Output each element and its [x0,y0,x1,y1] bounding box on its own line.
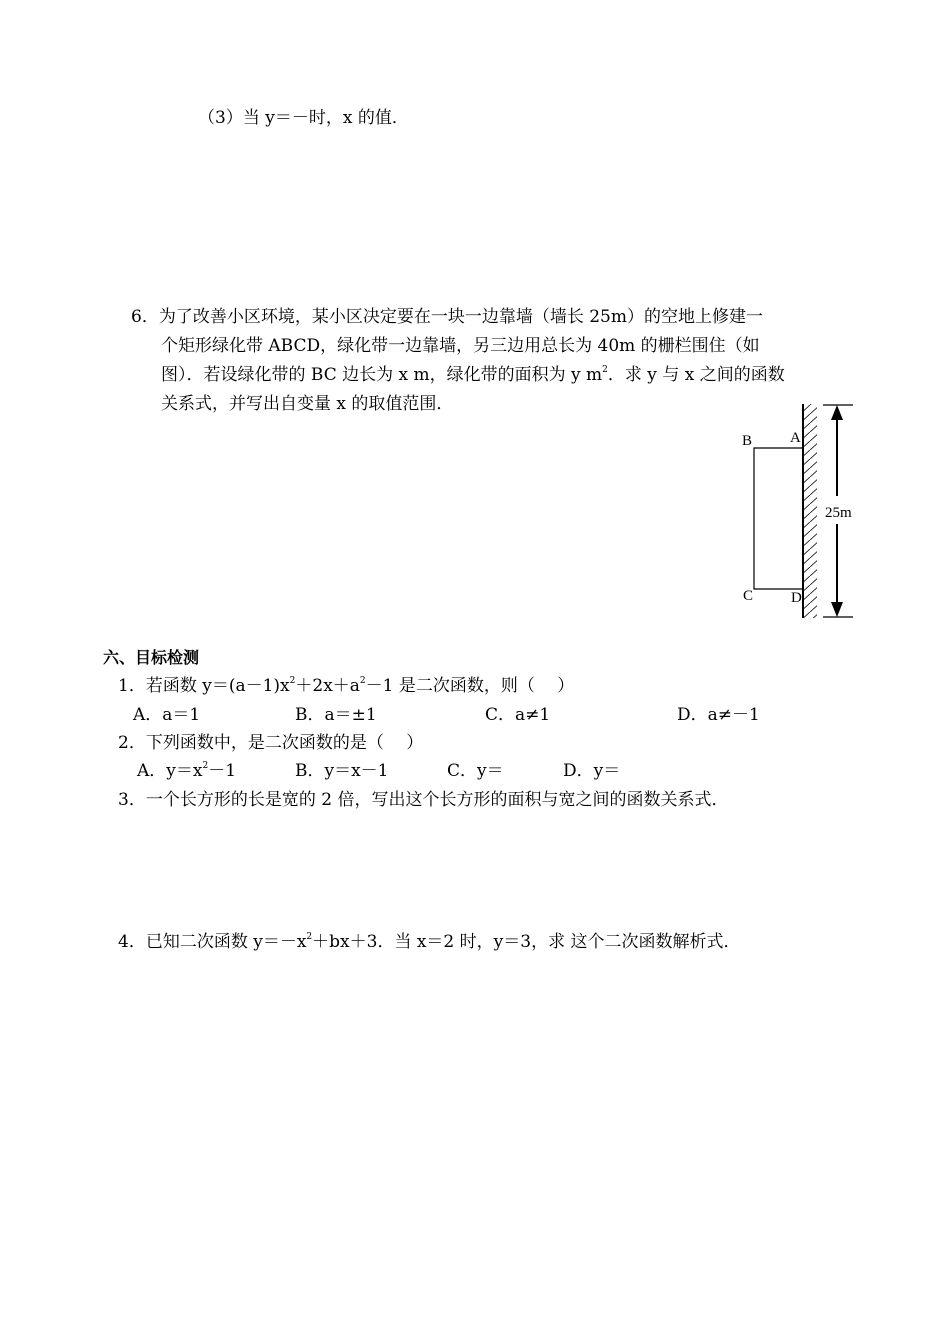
q6-line3-text-a: 图）．若设绿化带的 BC 边长为 x m，绿化带的面积为 y m [161,365,603,385]
sec6-q2-option-a-post: －1 [208,761,237,781]
sec6-q4-stem-a: 4．已知二次函数 y＝－x [118,932,307,952]
q6-line4: 关系式，并写出自变量 x 的取值范围． [161,394,454,414]
arrow-up-icon [831,405,843,420]
arrow-down-icon [831,602,843,617]
q6-line3-sup: 2 [602,365,608,375]
sec6-q2-option-a [137,760,236,782]
sec6-q2-option-a-sup: 2 [202,761,209,771]
sec6-q4-stem-b: ＋bx＋3．当 x＝2 时，y＝3，求 这个二次函数解析式． [312,932,741,952]
sec6-q1-stem [118,675,574,697]
q6-line1: 6．为了改善小区环境，某小区决定要在一块一边靠墙（墙长 25m）的空地上修建一 [131,307,763,327]
sec6-q1-option-b: B．a＝±1 [295,705,377,725]
rectangle-abcd [754,448,803,589]
sec6-q2-option-a-pre: A．y＝x [137,761,203,781]
sec6-q1-option-c: C．a≠1 [485,705,551,725]
q6-line2: 个矩形绿化带 ABCD，绿化带一边靠墙，另三边用总长为 40m 的栅栏围住（如 [161,336,760,356]
wall-length-label: 25m [825,505,852,521]
label-a: A [790,430,801,446]
sec6-q1-stem-c: －1 是二次函数，则（ ） [365,676,575,696]
wall-figure [730,396,865,622]
label-b: B [742,433,753,449]
sec6-q2-option-b: B．y＝x－1 [295,761,389,781]
sec6-q1-sup1: 2 [289,676,296,686]
label-d: D [791,590,802,606]
sec6-q1-option-a: A．a＝1 [133,705,201,725]
sec6-q3-stem: 3．一个长方形的长是宽的 2 倍，写出这个长方形的面积与宽之间的函数关系式． [118,790,729,810]
sec6-q2-option-c: C．y＝ [447,761,504,781]
q6-line3-text-b: ．求 y 与 x 之间的函数 [607,365,785,385]
sec6-q2-option-d: D．y＝ [563,761,621,781]
sec6-q1-sup2: 2 [359,676,366,686]
sec6-q4-sup: 2 [306,932,313,942]
q6-line3 [161,364,785,386]
q5-part3: （3）当 y＝－时，x 的值． [198,108,409,128]
sec6-q1-option-d: D．a≠－1 [677,705,760,725]
sec6-q1-stem-a: 1．若函数 y＝(a－1)x [118,676,290,696]
sec6-q1-stem-b: ＋2x＋a [295,676,360,696]
sec6-q2-stem: 2．下列函数中，是二次函数的是（ ） [118,733,424,753]
sec6-q4-stem [118,931,740,953]
wall-hatching [803,404,817,618]
label-c: C [743,588,754,604]
section6-heading: 六、目标检测 [103,648,200,667]
